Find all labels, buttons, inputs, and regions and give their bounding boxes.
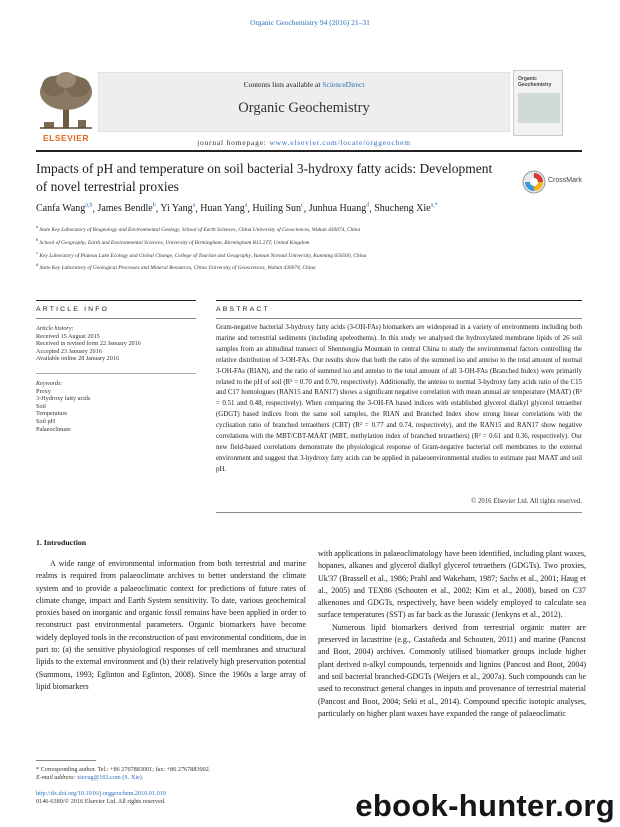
- abstract-copyright: © 2016 Elsevier Ltd. All rights reserved.: [471, 498, 582, 505]
- keyword-item: Palaeoclimate: [36, 425, 71, 433]
- cover-title: Organic Geochemistry: [518, 76, 552, 88]
- issn-line: 0146-6380/© 2016 Elsevier Ltd. All rights reserved.: [36, 798, 166, 806]
- body-left-column: A wide range of environmental information from both terrestrial and marine realms is required from palaeoclimate archives to better understand the climate system and to provide a palaeoclimatic context for predictions of future rates of climate change, impact and Earth System sensitivity. To date, various geochemical proxies based on inorganic and organic fossil remains have been applied in order to reconstruct past environmental parameters. Organic biomarkers have become widely deployed tools in the reconstruction of past environmental conditions, due in part to: (a) the sensitive physiological responses of cell membranes and structural lipids to the external environment and (b) their relatively high preservation potential (Summons, 1993; Eglinton and Eglinton, 2008). Since the 1960s a large array of lipid biomarkers: [36, 559, 306, 691]
- crossmark-icon: [522, 170, 546, 194]
- keyword-item: Soil pH: [36, 417, 56, 425]
- contents-line: [98, 80, 510, 89]
- history-item: Accepted 23 January 2016: [36, 347, 102, 355]
- author[interactable]: Junhua Huang$^d$: [308, 203, 370, 215]
- affiliation-item: $^b$ School of Geography, Earth and Environmental Sciences, University of Birmingham, Birmingham B15 2TT, United Kingdom: [36, 236, 310, 246]
- info-bottom-rule: [36, 318, 196, 319]
- author[interactable]: Huan Yang$^a$: [200, 203, 248, 215]
- corresponding-author: * Corresponding author. Tel.: +86 2767883001; fax: +86 2767883002.: [36, 766, 211, 773]
- cover-image: [518, 93, 560, 123]
- keywords-rule: [36, 373, 196, 374]
- affiliation-item: $^a$ State Key Laboratory of Biogeology and Environmental Geology, School of Earth Sciences, China University of Geosciences, Wuhan 430074, China: [36, 224, 361, 233]
- introduction-heading: 1. Introduction: [36, 538, 87, 547]
- body-paragraph: Numerous lipid biomarkers derived from terrestrial organic matter are preserved in lacustrine (e.g., Castañeda and Schouten, 2011) and marine (Pancost and Boot, 2004) archives. Commonly utilised biomarker groups include higher plant derived n-alkyl compounds, terpenoids and lignins (Pancost and Boot, 2004) and soil bacterial branched-GDGTs (Weijers et al., 2007a). Such compounds can be used to reconstruct general changes in inputs and provenance of terrestrial material (Pancost and Boot, 2004; Seki et al., 2014). Compound specific isotopic analyses, particularly on higher plant waxes have expanded the range of palaeoclimatic: [318, 622, 586, 718]
- article-title: Impacts of pH and temperature on soil bacterial 3-hydroxy fatty acids: Development of novel terrestrial proxies: [36, 161, 493, 194]
- history-item: Available online 28 January 2016: [36, 355, 120, 363]
- publisher-name: ELSEVIER: [42, 133, 90, 143]
- history-item: Received in revised form 22 January 2016: [36, 340, 141, 348]
- abstract-text: Gram-negative bacterial 3-hydroxy fatty acids (3-OH-FAs) biomarkers are widespread in a variety of environments including both marine and terrestrial sediments (including speleothems). In this study we analysed the hydroxylated membrane lipids of 26 soil samples from an altitudinal transect of Shennongjia Mountain in central China to study the environmental factors controlling the relative distribution of 3-OH-FAs. Our results show that both the ratio of the summed iso and anteiso to the total amount of normal 3-OH-FAs (RIAN), and the ratio of summed iso and anteiso to the total amount of all 3-OH-FAs (Branched Index) were primarily related to the pH of soil (R² = 0.70 and 0.70, respectively). Additionally, the anteiso to normal 3-hydroxy fatty acids ratio of the C15 and C17 homologues (RAN15 and RAN17) shows a significant negative correlation with mean annual air temperature (MAAT) (R² = 0.51 and 0.48, respectively). When comparing the 3-OH-FA based indices with established glycerol dialkyl glycerol tetraether (GDGT) based indices from the same soil samples, the RIAN and Branched Index show strong linear correlations with the cyclisation ratio of branched tetraethers (CBT) (R² = 0.77 and 0.74, respectively), and the RAN15 and RAN17 show negative correlations with the MBT/CBT-MAAT (MBT, methylation index of branched tetraethers) (R² = 0.61 and 0.36, respectively). Our new field-based correlations demonstrate the physiological response of Gram-negative bacterial cell membranes to the external environment and suggest that 3-hydroxy fatty acids can be applied in palaeoenvironmental studies to estimate past MAAT and soil pH.: [216, 324, 582, 473]
- author[interactable]: Huiling Sun$^c$: [252, 203, 304, 215]
- email-link[interactable]: xiecug@163.com (S. Xie).: [77, 774, 144, 782]
- journal-cover: [513, 70, 563, 136]
- contents-prefix: Contents lists available at: [243, 80, 321, 89]
- corresponding-author-note: [36, 766, 306, 783]
- author-list: Canfa Wang$^{a,b}$, James Bendle$^b$, Yi Yang$^a$, Huan Yang$^a$, Huiling Sun$^c$, Junhua Huang$^d$, Shucheng Xie$^{a,*}$: [36, 203, 438, 215]
- article-history: [36, 325, 186, 363]
- crossmark-label: CrossMark: [548, 177, 582, 184]
- journal-title: Organic Geochemistry: [238, 100, 370, 116]
- history-label: Article history:: [36, 325, 74, 332]
- author[interactable]: Canfa Wang$^{a,b}$: [36, 203, 93, 215]
- keyword-item: Soil: [36, 402, 46, 410]
- journal-homepage: [98, 138, 510, 147]
- author[interactable]: Shucheng Xie$^{a,*}$: [374, 203, 438, 215]
- footnote-rule: [36, 760, 96, 761]
- history-item: Received 15 August 2015: [36, 332, 100, 340]
- journal-citation[interactable]: Organic Geochemistry 94 (2016) 21–31: [250, 18, 370, 27]
- keyword-item: 3-Hydroxy fatty acids: [36, 395, 91, 403]
- affiliation-list: [36, 222, 596, 273]
- body-right-column: [318, 548, 586, 720]
- sciencedirect-link[interactable]: ScienceDirect: [322, 80, 365, 89]
- keyword-item: Temperature: [36, 410, 68, 418]
- affiliation-item: $^d$ State Key Laboratory of Geological Processes and Mineral Resources, China University of Geosciences, Wuhan 430074, China: [36, 262, 316, 272]
- author[interactable]: James Bendle$^b$: [97, 203, 156, 215]
- abstract-bottom-rule: [216, 318, 582, 319]
- author[interactable]: Yi Yang$^a$: [160, 203, 196, 215]
- keyword-list: [36, 380, 186, 433]
- elsevier-tree-logo: [36, 70, 96, 132]
- homepage-prefix: journal homepage:: [197, 138, 267, 147]
- email-label: E-mail address:: [36, 774, 76, 782]
- abstract-end-rule: [216, 512, 582, 513]
- homepage-link[interactable]: www.elsevier.com/locate/orggeochem: [269, 138, 411, 147]
- affiliation-item: $^c$ Key Laboratory of Plateau Lake Ecology and Global Change, College of Tourism and Geography, Yunnan Normal University, Kunming 650500, China: [36, 249, 367, 259]
- info-top-rule: [36, 300, 196, 301]
- crossmark-badge[interactable]: [522, 170, 592, 196]
- watermark-text: ebook-hunter.org: [355, 788, 615, 823]
- header-divider: [36, 150, 582, 152]
- abstract-heading: ABSTRACT: [216, 306, 270, 313]
- keywords-label: Keywords:: [36, 380, 63, 387]
- body-paragraph: with applications in palaeoclimatology have been identified, including plant waxes, hopanes, alkanes and glycerol dialkyl glycerol tetraethers (GDGTs). Two proxies, Uk'37 (Brassell et al., 1986; Prahl and Wakeham, 1987; Sachs et al., 2001; Haug et al., 2005) and TEX86 (Schouten et al., 2002; Kim et al., 2008), based on C37 alkenones and GDGTs, respectively, have been widely employed to calculate sea surface temperatures (SST) as far back as the Jurassic (Jenkyns et al., 2012).: [318, 549, 586, 620]
- keyword-item: Proxy: [36, 387, 51, 395]
- doi-link[interactable]: http://dx.doi.org/10.1016/j.orggeochem.2016.01.010: [36, 790, 166, 797]
- article-info-heading: ARTICLE INFO: [36, 306, 110, 313]
- abstract-top-rule: [216, 300, 582, 301]
